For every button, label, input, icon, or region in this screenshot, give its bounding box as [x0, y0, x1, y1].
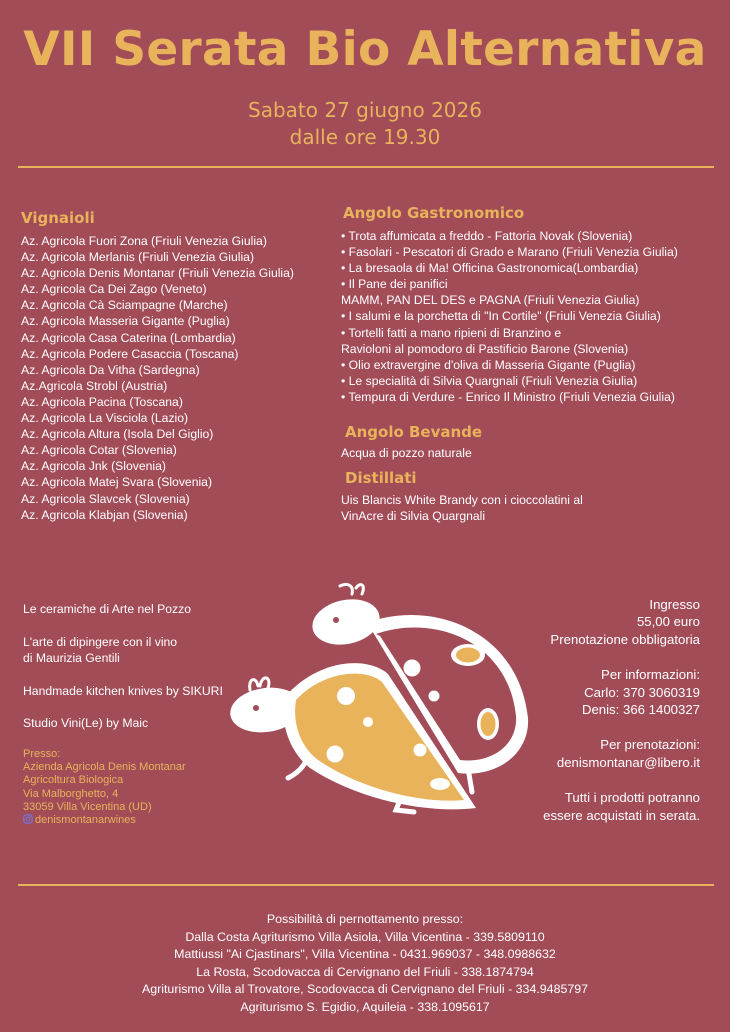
- extra-ceramiche: Le ceramiche di Arte nel Pozzo: [23, 602, 192, 616]
- footer-line: Agriturismo S. Egidio, Aquileia - 338.1095617: [240, 999, 490, 1014]
- page-title: VII Serata Bio Alternativa: [23, 22, 707, 77]
- presso-street: Via Malborghetto, 4: [23, 787, 119, 800]
- instagram-icon: [23, 814, 33, 828]
- list-item: Az. Agricola Masseria Gigante (Puglia): [21, 314, 230, 329]
- footer-heading: Possibilità di pernottamento presso:: [266, 912, 464, 926]
- list-item: • Tempura di Verdure - Enrico Il Ministro (Friuli Venezia Giulia): [341, 389, 675, 404]
- info-column: [543, 596, 700, 824]
- footer-line: Dalla Costa Agriturismo Villa Asiola, Villa Vicentina - 339.5809110: [185, 929, 545, 944]
- list-item: Az. Agricola Klabjan (Slovenia): [21, 507, 188, 522]
- instagram-handle: denismontanarwines: [35, 814, 136, 827]
- distillati-line-1: Uis Blancis White Brandy con i cioccolatini al: [341, 493, 583, 507]
- list-item: Az. Agricola La Visciola (Lazio): [21, 411, 189, 426]
- info-label: Per informazioni:: [601, 667, 700, 683]
- list-item: Az.Agricola Strobl (Austria): [21, 378, 168, 393]
- presso-block: [23, 748, 186, 828]
- event-time: dalle ore 19.30: [289, 125, 441, 149]
- list-item: MAMM, PAN DEL DES e PAGNA (Friuli Venezia Giulia): [341, 293, 640, 308]
- list-item: Az. Agricola Casa Caterina (Lombardia): [21, 330, 236, 345]
- products-line-1: Tutti i prodotti potranno: [564, 790, 700, 806]
- list-item: Az. Agricola Cotar (Slovenia): [21, 443, 177, 458]
- bevande-heading: Angolo Bevande: [345, 423, 483, 441]
- list-item: Az. Agricola Denis Montanar (Friuli Venezia Giulia): [21, 266, 294, 281]
- list-item: • Trota affumicata a freddo - Fattoria Novak (Slovenia): [341, 229, 633, 243]
- phone-carlo[interactable]: Carlo: 370 3060319: [584, 684, 700, 700]
- list-item: Ravioloni al pomodoro di Pastificio Barone (Slovenia): [341, 341, 629, 356]
- list-item: Az. Agricola Ca Dei Zago (Veneto): [21, 282, 207, 297]
- ingresso-price: 55,00 euro: [636, 614, 700, 630]
- list-item: • Le specialità di Silvia Quargnali (Friuli Venezia Giulia): [341, 373, 638, 388]
- presso-type: Agricoltura Biologica: [23, 774, 124, 787]
- footer-line: Mattiussi "Ai Cjastinars", Villa Vicentina - 0431.969037 - 348.0988632: [174, 947, 556, 962]
- list-item: Az. Agricola Merlanis (Friuli Venezia Giulia): [21, 250, 255, 265]
- list-item: • Il Pane dei panifici: [341, 277, 448, 292]
- gastronomico-heading: Angolo Gastronomico: [343, 204, 525, 222]
- list-item: • La bresaola di Ma! Officina Gastronomica(Lombardia): [341, 261, 639, 276]
- list-item: Az. Agricola Fuori Zona (Friuli Venezia Giulia): [21, 234, 267, 248]
- list-item: Az. Agricola Slavcek (Slovenia): [21, 491, 190, 506]
- phone-denis[interactable]: Denis: 366 1400327: [581, 702, 700, 718]
- extra-arte-vino-line-2: di Maurizia Gentili: [23, 651, 120, 665]
- list-item: Az. Agricola Jnk (Slovenia): [21, 459, 166, 474]
- distillati-heading: Distillati: [345, 469, 417, 487]
- booking-label: Per prenotazioni:: [600, 737, 700, 753]
- event-date: Sabato 27 giugno 2026: [248, 98, 482, 122]
- list-item: Az. Agricola Altura (Isola Del Giglio): [21, 427, 214, 442]
- footer-line: Agriturismo Villa al Trovatore, Scodovacca di Cervignano del Friuli - 334.9485797: [141, 982, 589, 997]
- list-item: • Fasolari - Pescatori di Grado e Marano (Friuli Venezia Giulia): [341, 245, 678, 260]
- list-item: Az. Agricola Pacina (Toscana): [21, 394, 183, 409]
- footer-accommodation: [0, 911, 730, 1017]
- extra-studio: Studio Vini(Le) by Maic: [23, 716, 149, 730]
- ingresso-label: Ingresso: [649, 597, 700, 612]
- distillati-line-2: VinAcre di Silvia Quargnali: [341, 509, 486, 523]
- extra-knives: Handmade kitchen knives by SIKURI: [23, 684, 223, 698]
- list-item: • I salumi e la porchetta di "In Cortile" (Friuli Venezia Giulia): [341, 309, 661, 324]
- list-item: Az. Agricola Da Vitha (Sardegna): [21, 362, 200, 377]
- list-item: Az. Agricola Matej Svara (Slovenia): [21, 475, 213, 490]
- products-line-2: essere acquistati in serata.: [543, 807, 700, 823]
- ladybug-illustration: [228, 578, 538, 818]
- instagram-link[interactable]: [23, 814, 186, 828]
- extra-arte-vino-line-1: L'arte di dipingere con il vino: [23, 635, 178, 649]
- presso-label: Presso:: [23, 748, 61, 760]
- vignaioli-list: [21, 233, 294, 523]
- list-item: Az. Agricola Podere Casaccia (Toscana): [21, 346, 239, 361]
- bottom-divider: [18, 884, 714, 886]
- vignaioli-heading: Vignaioli: [21, 209, 95, 227]
- footer-line: La Rosta, Scodovacca di Cervignano del Friuli - 338.1874794: [196, 964, 534, 979]
- booking-required: Prenotazione obbligatoria: [550, 631, 700, 647]
- top-divider: [18, 166, 714, 168]
- presso-name: Azienda Agricola Denis Montanar: [23, 761, 186, 774]
- booking-email[interactable]: denismontanar@libero.it: [556, 754, 700, 770]
- presso-city: 33059 Villa Vicentina (UD): [23, 800, 152, 813]
- list-item: • Olio extravergine d'oliva di Masseria Gigante (Puglia): [341, 357, 636, 372]
- gastronomico-list: [341, 228, 678, 405]
- bevande-text: Acqua di pozzo naturale: [341, 446, 472, 460]
- list-item: Az. Agricola Cà Sciampagne (Marche): [21, 298, 228, 313]
- list-item: • Tortelli fatti a mano ripieni di Branzino e: [341, 325, 562, 340]
